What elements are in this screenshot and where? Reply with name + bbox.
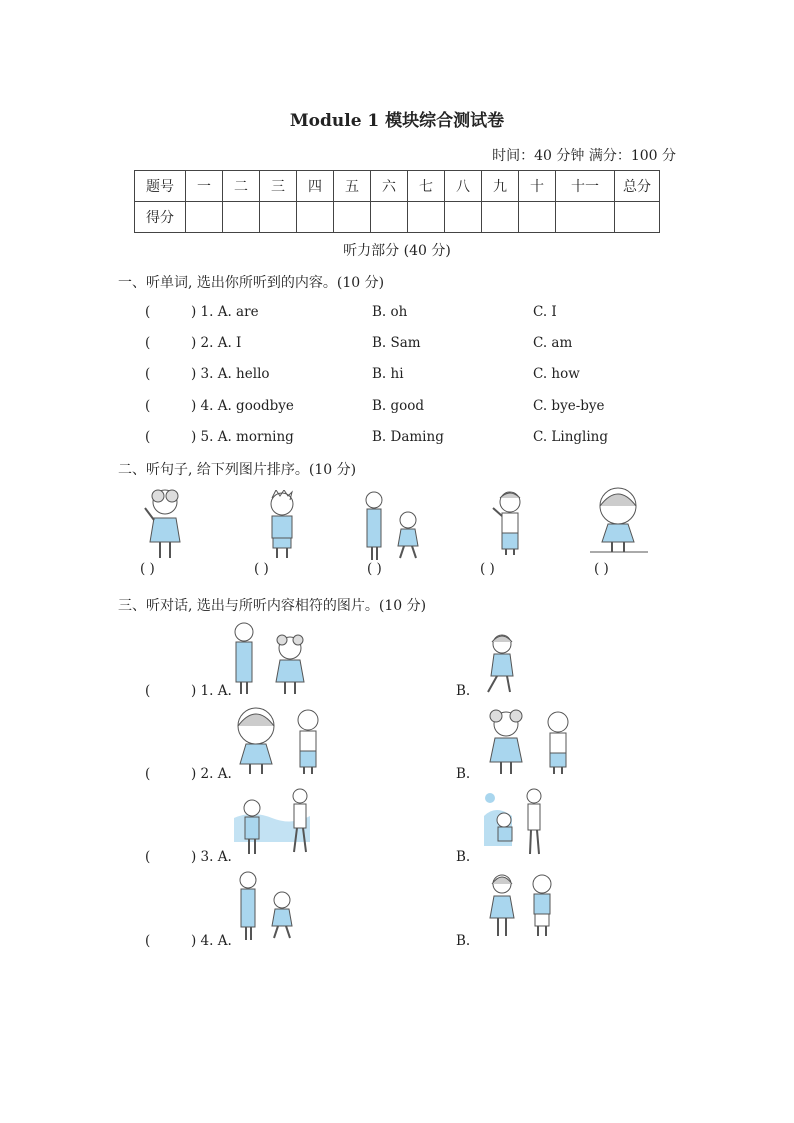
s3-q4-a-illustration — [236, 870, 298, 942]
score-table-header: 十 — [519, 171, 556, 202]
answer-blank[interactable]: ( — [145, 766, 151, 782]
s1-q2-c: C. am — [533, 335, 573, 351]
s3-q2-b: B. — [456, 766, 471, 782]
order-blank-1[interactable]: ( ) — [140, 561, 155, 577]
section2-heading: 二、听句子, 给下列图片排序。(10 分) — [118, 462, 357, 478]
score-cell[interactable] — [615, 202, 660, 233]
s3-q2-a-illustration — [234, 706, 328, 776]
score-cell[interactable] — [260, 202, 297, 233]
s3-q1-a-illustration — [230, 620, 310, 696]
s3-q1-b: B. — [456, 683, 471, 699]
s1-q5-c: C. Lingling — [533, 429, 609, 445]
s1-q4 — [145, 398, 294, 414]
score-table-header: 五 — [334, 171, 371, 202]
s3-q1 — [145, 683, 232, 699]
score-table-header: 总分 — [615, 171, 660, 202]
answer-blank[interactable]: ( — [145, 335, 151, 351]
s1-q1-b: B. oh — [372, 304, 408, 320]
s1-q2-a: ) 2. A. I — [191, 335, 242, 351]
order-blank-4[interactable]: ( ) — [480, 561, 495, 577]
score-table-header: 二 — [223, 171, 260, 202]
order-blank-5[interactable]: ( ) — [594, 561, 609, 577]
score-cell[interactable] — [482, 202, 519, 233]
score-table-header: 四 — [297, 171, 334, 202]
s3-q2-b-illustration — [482, 706, 578, 776]
s3-q4-b-illustration — [488, 872, 558, 940]
s1-q4-b: B. good — [372, 398, 425, 414]
s3-q3-a-illustration — [232, 788, 312, 858]
answer-blank[interactable]: ( — [145, 366, 151, 382]
order-blank-2[interactable]: ( ) — [254, 561, 269, 577]
girl-big-head-illustration — [588, 486, 650, 556]
score-cell[interactable] — [445, 202, 482, 233]
boy-side-view-illustration — [262, 490, 302, 560]
s1-q1-a: ) 1. A. are — [191, 304, 259, 320]
score-table-header: 八 — [445, 171, 482, 202]
score-cell[interactable] — [556, 202, 615, 233]
s1-q3 — [145, 366, 270, 382]
s3-q3 — [145, 849, 232, 865]
score-cell[interactable] — [297, 202, 334, 233]
time-and-score: 时间：40 分钟 满分：100 分 — [492, 148, 676, 164]
section3-heading: 三、听对话, 选出与所听内容相符的图片。(10 分) — [118, 598, 427, 614]
s3-q4-a: ) 4. A. — [191, 933, 232, 949]
answer-blank[interactable]: ( — [145, 933, 151, 949]
s3-q2 — [145, 766, 232, 782]
s3-q2-a: ) 2. A. — [191, 766, 232, 782]
score-table-header: 题号 — [135, 171, 186, 202]
score-cell[interactable] — [186, 202, 223, 233]
answer-blank[interactable]: ( — [145, 683, 151, 699]
s1-q2-b: B. Sam — [372, 335, 421, 351]
answer-blank[interactable]: ( — [145, 429, 151, 445]
s3-q3-a: ) 3. A. — [191, 849, 232, 865]
s1-q1 — [145, 304, 259, 320]
order-blank-3[interactable]: ( ) — [367, 561, 382, 577]
s1-q5-b: B. Daming — [372, 429, 444, 445]
score-table-header-row — [135, 171, 660, 202]
s3-q1-b-illustration — [482, 632, 522, 696]
woman-and-girl-illustration — [362, 490, 424, 562]
listening-section-header: 听力部分 (40 分) — [343, 243, 451, 259]
s1-q4-c: C. bye-bye — [533, 398, 605, 414]
s3-q3-b-illustration — [482, 786, 548, 858]
boy-waving-illustration — [488, 490, 528, 556]
score-table-header: 七 — [408, 171, 445, 202]
s1-q5-a: ) 5. A. morning — [191, 429, 294, 445]
s1-q3-a: ) 3. A. hello — [191, 366, 270, 382]
s1-q5 — [145, 429, 294, 445]
score-table-header: 六 — [371, 171, 408, 202]
s1-q3-b: B. hi — [372, 366, 404, 382]
page-title: Module 1 模块综合测试卷 — [289, 111, 505, 131]
answer-blank[interactable]: ( — [145, 398, 151, 414]
girl-waving-illustration — [140, 488, 190, 560]
score-table-header: 十一 — [556, 171, 615, 202]
s1-q3-c: C. how — [533, 366, 580, 382]
answer-blank[interactable]: ( — [145, 849, 151, 865]
answer-blank[interactable]: ( — [145, 304, 151, 320]
s3-q4-b: B. — [456, 933, 471, 949]
score-table-score-row — [135, 202, 660, 233]
score-cell[interactable] — [334, 202, 371, 233]
score-cell[interactable] — [408, 202, 445, 233]
s3-q1-a: ) 1. A. — [191, 683, 232, 699]
section1-heading: 一、听单词, 选出你所听到的内容。(10 分) — [118, 275, 385, 291]
s3-q4 — [145, 933, 232, 949]
score-table — [134, 170, 660, 233]
score-table-header: 三 — [260, 171, 297, 202]
score-table-header: 一 — [186, 171, 223, 202]
s3-q3-b: B. — [456, 849, 471, 865]
score-table-header: 九 — [482, 171, 519, 202]
s1-q1-c: C. I — [533, 304, 557, 320]
s1-q4-a: ) 4. A. goodbye — [191, 398, 294, 414]
score-table-score-label: 得分 — [135, 202, 186, 233]
score-cell[interactable] — [223, 202, 260, 233]
score-cell[interactable] — [371, 202, 408, 233]
s1-q2 — [145, 335, 241, 351]
score-cell[interactable] — [519, 202, 556, 233]
